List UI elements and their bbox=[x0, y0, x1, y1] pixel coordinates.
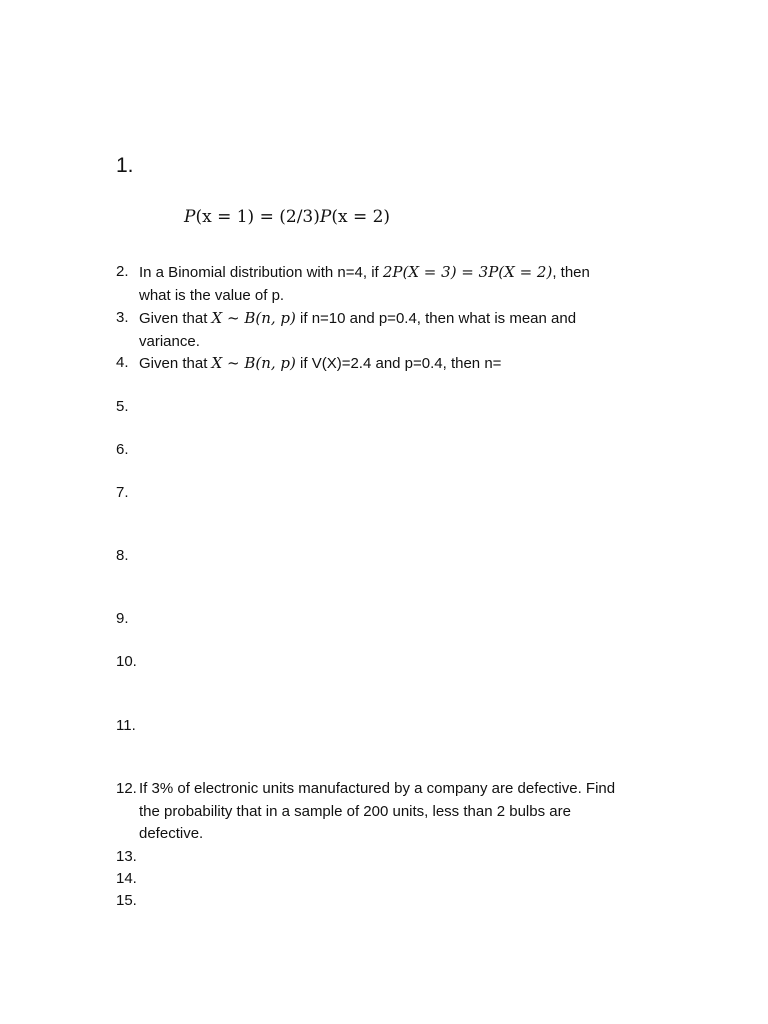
question-number: 9. bbox=[116, 610, 129, 627]
question-text bbox=[139, 352, 679, 376]
question-number: 8. bbox=[116, 547, 129, 564]
question-number: 3. bbox=[116, 309, 129, 326]
question-text-segment: defective. bbox=[139, 825, 204, 842]
formula-coefficient: (2/3) bbox=[279, 207, 320, 227]
question-text-segment: Given that bbox=[139, 355, 212, 372]
question-text-segment: if V(X)=2.4 and p=0.4, then n= bbox=[295, 355, 502, 372]
formula-arg-right: (x = 2) bbox=[331, 207, 391, 227]
question-number: 2. bbox=[116, 263, 129, 280]
formula-equals: = bbox=[254, 207, 280, 227]
question-1-formula bbox=[184, 207, 390, 227]
question-math: 2P(X = 3) = 3P(X = 2) bbox=[382, 263, 553, 281]
question-number: 15. bbox=[116, 892, 137, 909]
question-math: X ~ B(n, p) bbox=[211, 309, 296, 327]
formula-p-left: P bbox=[184, 207, 196, 227]
question-text-segment: if n=10 and p=0.4, then what is mean and bbox=[295, 310, 577, 327]
question-number: 10. bbox=[116, 653, 137, 670]
question-text-segment: In a Binomial distribution with n=4, if bbox=[139, 264, 383, 281]
question-number: 13. bbox=[116, 848, 137, 865]
question-number: 6. bbox=[116, 441, 129, 458]
question-text-segment: , then bbox=[552, 264, 590, 281]
question-number: 4. bbox=[116, 354, 129, 371]
formula-p-right: P bbox=[319, 207, 332, 227]
question-text-segment: variance. bbox=[139, 332, 200, 350]
question-text-segment: what is the value of p. bbox=[139, 286, 285, 304]
question-number: 14. bbox=[116, 870, 137, 887]
question-text-segment: the probability that in a sample of 200 units, less than 2 bulbs are bbox=[139, 802, 571, 820]
question-text bbox=[139, 778, 699, 846]
question-number: 5. bbox=[116, 398, 129, 415]
formula-arg-left: (x = 1) bbox=[195, 207, 255, 227]
question-math: X ~ B(n, p) bbox=[211, 354, 296, 372]
question-text bbox=[139, 307, 679, 353]
question-number: 12. bbox=[116, 780, 137, 797]
question-text-segment: Given that bbox=[139, 310, 212, 327]
question-text-segment: If 3% of electronic units manufactured by a company are defective. Find bbox=[139, 780, 616, 797]
question-number: 7. bbox=[116, 484, 129, 501]
question-1-number: 1. bbox=[116, 154, 134, 177]
question-number: 11. bbox=[116, 717, 136, 734]
question-text bbox=[139, 261, 679, 307]
